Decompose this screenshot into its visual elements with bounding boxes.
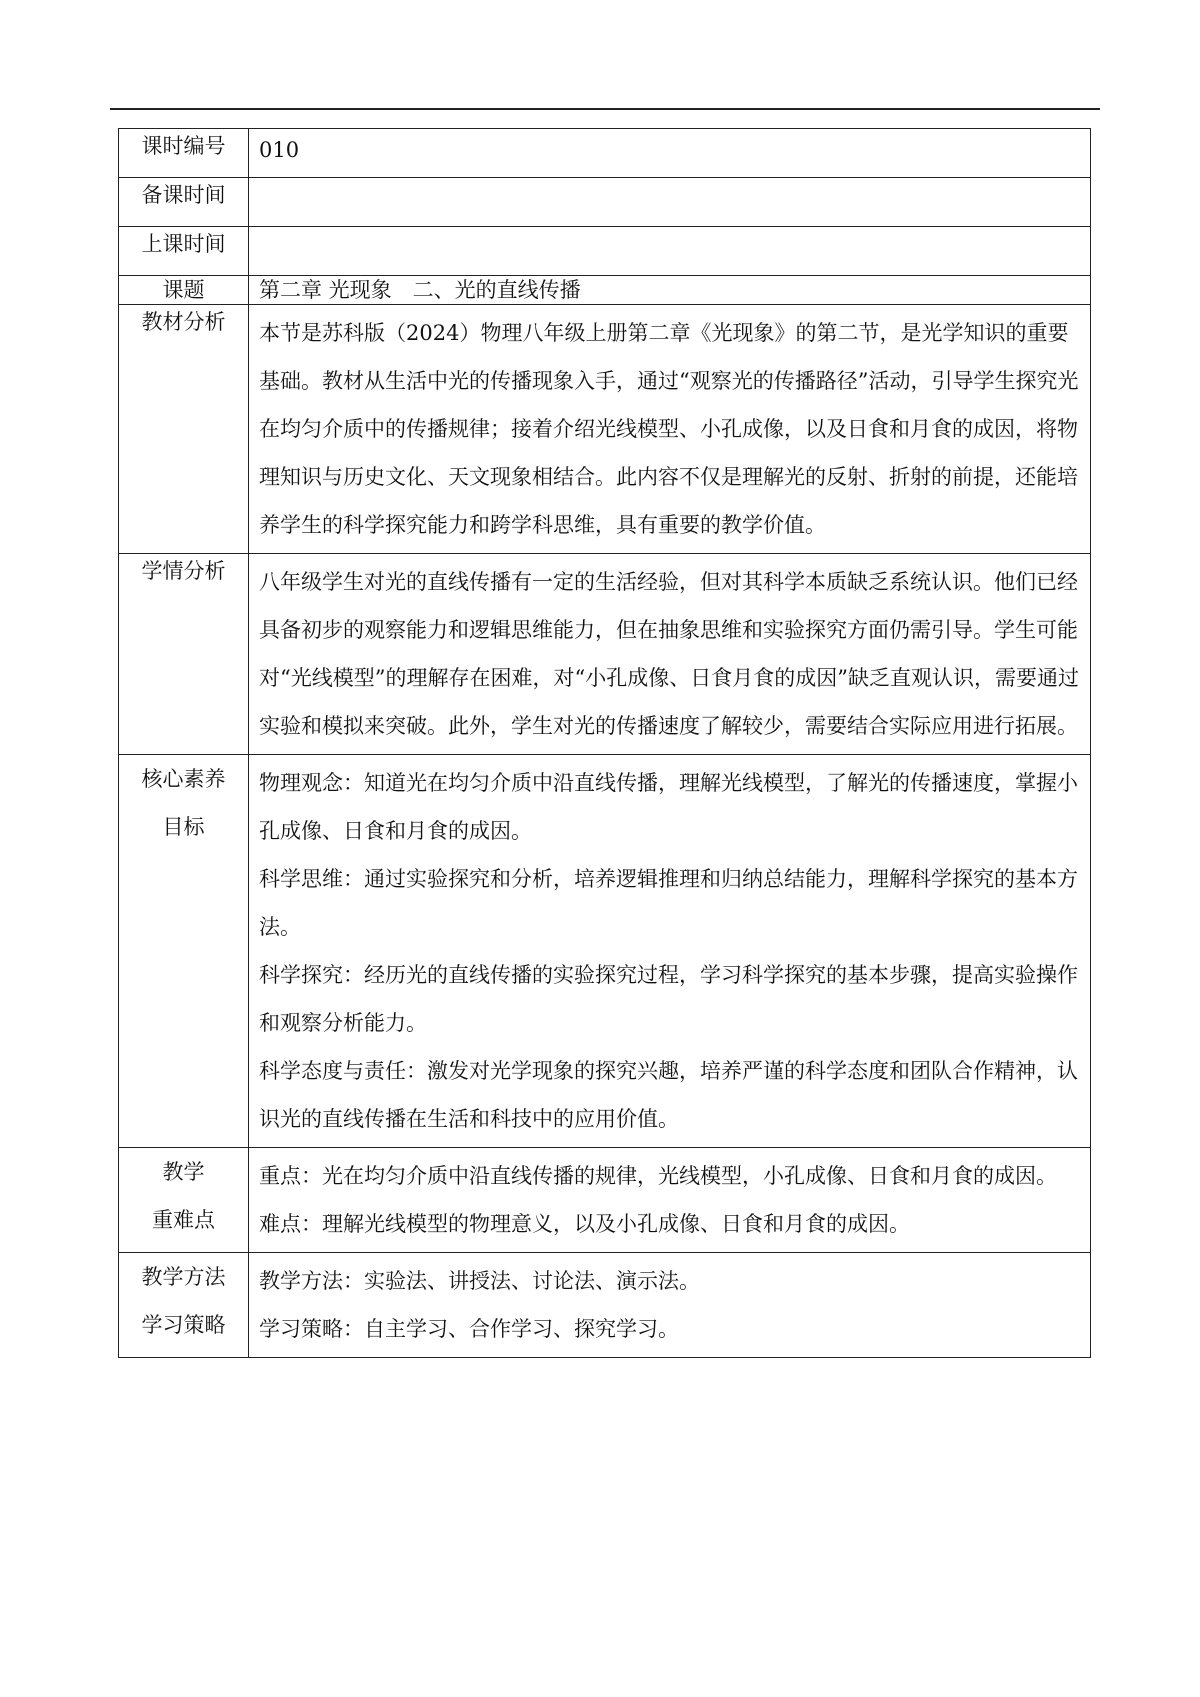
header-rule <box>110 108 1100 110</box>
row-student-analysis <box>119 554 1091 755</box>
lesson-plan-table <box>118 128 1091 1358</box>
learning-strategies: 学习策略：自主学习、合作学习、探究学习。 <box>259 1317 679 1341</box>
label-lesson-number: 课时编号 <box>119 129 249 178</box>
key-point-difficulty: 难点：理解光线模型的物理意义，以及小孔成像、日食和月食的成因。 <box>259 1212 910 1236</box>
cell-textbook-analysis <box>249 305 1091 554</box>
label-class-time: 上课时间 <box>119 227 249 276</box>
label-core-goals-line2: 目标 <box>162 815 205 839</box>
cell-key-points <box>249 1148 1091 1253</box>
key-point-focus: 重点：光在均匀介质中沿直线传播的规律，光线模型，小孔成像、日食和月食的成因。 <box>259 1164 1057 1188</box>
goal-scientific-inquiry: 科学探究：经历光的直线传播的实验探究过程，学习科学探究的基本步骤，提高实验操作和观察分析能力。 <box>259 963 1078 1035</box>
text-textbook-analysis: 本节是苏科版（2024）物理八年级上册第二章《光现象》的第二节，是光学知识的重要基础。教材从生活中光的传播现象入手，通过“观察光的传播路径”活动，引导学生探究光在均匀介质中的传播规律；接着介绍光线模型、小孔成像，以及日食和月食的成因，将物理知识与历史文化、天文现象相结合。此内容不仅是理解光的反射、折射的前提，还能培养学生的科学探究能力和跨学科思维，具有重要的教学价值。 <box>259 321 1079 537</box>
row-lesson-number <box>119 129 1091 178</box>
label-student-analysis: 学情分析 <box>119 554 249 755</box>
row-textbook-analysis <box>119 305 1091 554</box>
value-lesson-number: 010 <box>249 129 1091 178</box>
value-class-time <box>249 227 1091 276</box>
label-key-points-line2: 重难点 <box>152 1208 215 1232</box>
goal-attitude-responsibility: 科学态度与责任：激发对光学现象的探究兴趣，培养严谨的科学态度和团队合作精神，认识光的直线传播在生活和科技中的应用价值。 <box>259 1059 1078 1131</box>
row-prep-time <box>119 178 1091 227</box>
label-prep-time: 备课时间 <box>119 178 249 227</box>
row-topic <box>119 276 1091 305</box>
teaching-methods: 教学方法：实验法、讲授法、讨论法、演示法。 <box>259 1269 700 1293</box>
label-core-goals-line1: 核心素养 <box>141 767 226 791</box>
cell-methods <box>249 1253 1091 1358</box>
row-core-goals <box>119 755 1091 1148</box>
goal-scientific-thinking: 科学思维：通过实验探究和分析，培养逻辑推理和归纳总结能力，理解科学探究的基本方法。 <box>259 867 1078 939</box>
value-topic: 第二章 光现象 二、光的直线传播 <box>249 276 1091 305</box>
value-prep-time <box>249 178 1091 227</box>
label-methods <box>119 1253 249 1358</box>
label-key-points <box>119 1148 249 1253</box>
cell-student-analysis <box>249 554 1091 755</box>
cell-core-goals <box>249 755 1091 1148</box>
label-textbook-analysis: 教材分析 <box>119 305 249 554</box>
goal-physics-concept: 物理观念：知道光在均匀介质中沿直线传播，理解光线模型，了解光的传播速度，掌握小孔成像、日食和月食的成因。 <box>259 771 1078 843</box>
label-core-goals <box>119 755 249 1148</box>
label-methods-line2: 学习策略 <box>141 1313 226 1337</box>
text-student-analysis: 八年级学生对光的直线传播有一定的生活经验，但对其科学本质缺乏系统认识。他们已经具备初步的观察能力和逻辑思维能力，但在抽象思维和实验探究方面仍需引导。学生可能对“光线模型”的理解存在困难，对“小孔成像、日食月食的成因”缺乏直观认识，需要通过实验和模拟来突破。此外，学生对光的传播速度了解较少，需要结合实际应用进行拓展。 <box>259 570 1079 738</box>
row-class-time <box>119 227 1091 276</box>
label-key-points-line1: 教学 <box>162 1160 205 1184</box>
label-topic: 课题 <box>119 276 249 305</box>
label-methods-line1: 教学方法 <box>141 1265 226 1289</box>
row-methods <box>119 1253 1091 1358</box>
row-key-points <box>119 1148 1091 1253</box>
